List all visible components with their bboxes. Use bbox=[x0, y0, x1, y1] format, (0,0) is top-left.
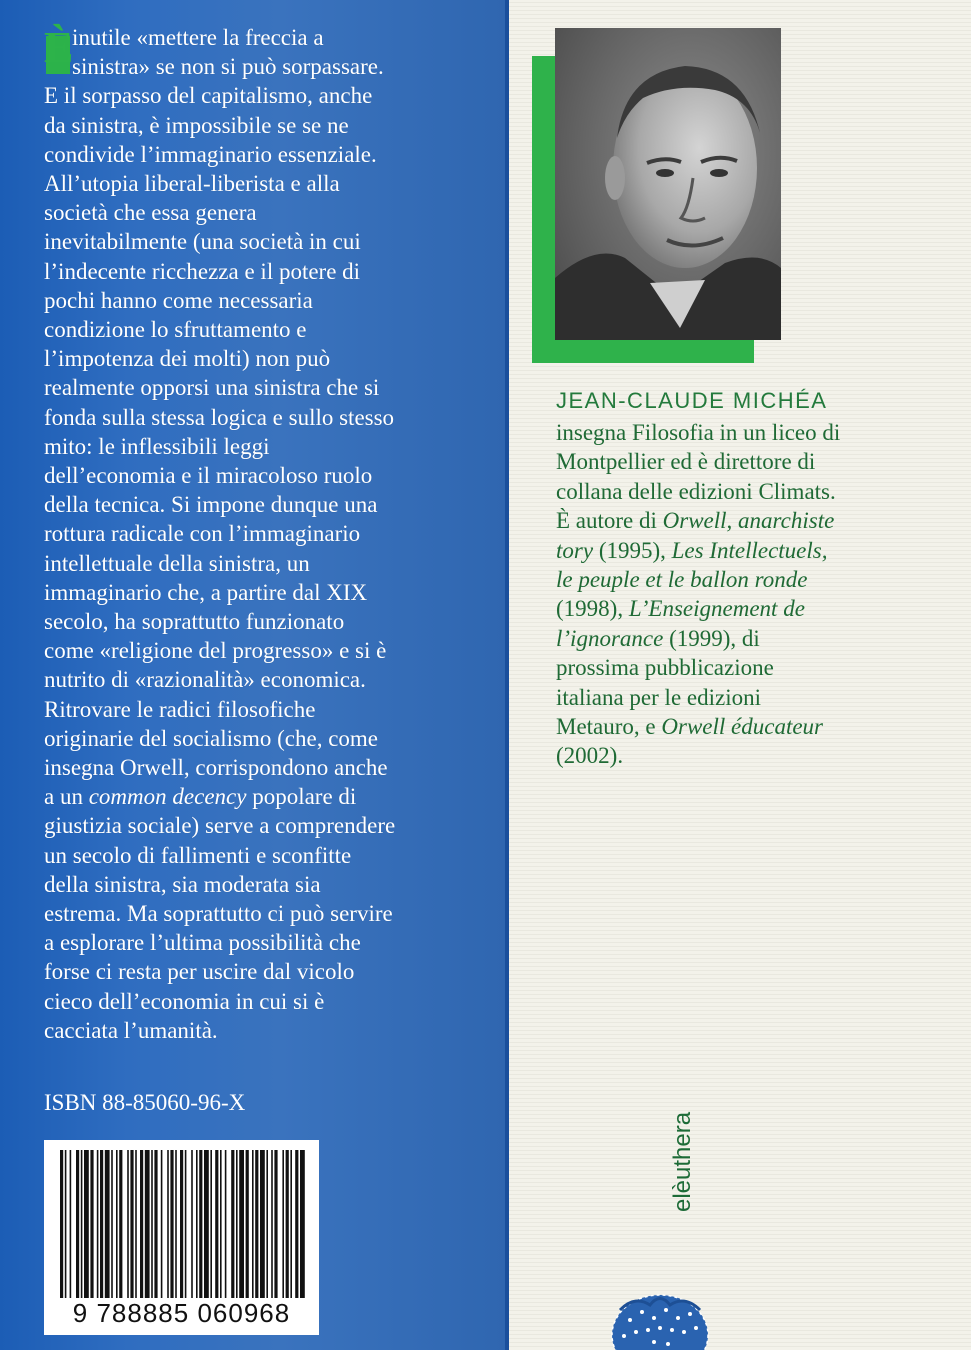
bio-line bbox=[556, 683, 761, 712]
barcode-bar bbox=[161, 1150, 163, 1298]
bio-title: le peuple et le ballon ronde bbox=[556, 567, 808, 592]
blurb-line: secolo, ha soprattutto funzionato bbox=[44, 609, 345, 634]
bio-text: collana delle edizioni Climats. bbox=[556, 478, 836, 504]
blurb-line: sinistra» se non si può sorpassare. bbox=[72, 54, 384, 80]
blurb-line: All’utopia liberal-liberista e alla bbox=[44, 171, 340, 196]
barcode-bar bbox=[140, 1150, 143, 1298]
barcode-bar bbox=[60, 1150, 63, 1298]
blurb-line: E il sorpasso del capitalismo, anche bbox=[44, 83, 373, 109]
blurb-line: l’impotenza dei molti) non può bbox=[44, 346, 331, 372]
blurb-line: originarie del socialismo (che, come bbox=[44, 725, 379, 751]
bio-line bbox=[556, 712, 823, 741]
blurb-line: a un common decency popolare di bbox=[44, 784, 357, 810]
barcode-bar bbox=[135, 1150, 137, 1298]
barcode-bar bbox=[300, 1150, 305, 1298]
bio-text: È autore di bbox=[556, 508, 663, 534]
blurb-line: insegna Orwell, corrispondono anche bbox=[44, 755, 388, 780]
bio-line bbox=[556, 624, 760, 653]
blurb-line: intellettuale della sinistra, un bbox=[44, 550, 310, 576]
bio-title: tory bbox=[556, 537, 594, 563]
bio-title: Les Intellectuels, bbox=[671, 537, 828, 563]
bio-line bbox=[556, 565, 807, 594]
blurb-line: rottura radicale con l’immaginario bbox=[44, 521, 361, 547]
barcode-bar bbox=[282, 1150, 284, 1298]
author-photo bbox=[555, 28, 781, 340]
barcode-bar bbox=[196, 1150, 198, 1298]
barcode-bar bbox=[236, 1150, 238, 1298]
barcode-bar bbox=[100, 1150, 103, 1298]
blurb-line: da sinistra, è impossibile se se ne bbox=[44, 112, 349, 138]
blurb-line: estrema. Ma soprattutto ci può servire bbox=[44, 901, 393, 926]
blurb-line: a esplorare l’ultima possibilità che bbox=[44, 930, 361, 956]
isbn: ISBN 88-85060-96-X bbox=[44, 1090, 246, 1115]
blurb-line: inevitabilmente (una società in cui bbox=[44, 229, 361, 255]
barcode-bar bbox=[185, 1150, 187, 1298]
author-name: JEAN-CLAUDE MICHÉA bbox=[556, 388, 828, 413]
blurb-line: fonda sulla stessa logica e sullo stesso bbox=[44, 404, 395, 430]
barcode-bar bbox=[70, 1150, 72, 1298]
barcode-bar bbox=[90, 1150, 93, 1298]
blurb-line: come «religione del progresso» e si è bbox=[44, 638, 387, 664]
barcode-bar bbox=[271, 1150, 273, 1298]
bio-line bbox=[556, 594, 805, 623]
barcode-bar bbox=[170, 1150, 173, 1298]
blurb-line: un secolo di fallimenti e sconfitte bbox=[44, 842, 352, 868]
bio-title: Orwell éducateur bbox=[661, 714, 823, 739]
barcode-bars bbox=[44, 1140, 319, 1298]
blurb-line: nutrito di «razionalità» economica. bbox=[44, 667, 366, 693]
bio-line bbox=[556, 536, 828, 565]
bio-text: (1995), bbox=[593, 537, 672, 563]
blurb-line: cacciata l’umanità. bbox=[44, 1017, 218, 1043]
blurb-italic: common decency bbox=[88, 784, 247, 810]
blurb-line: giustizia sociale) serve a comprendere bbox=[44, 813, 396, 839]
barcode-bar bbox=[84, 1150, 89, 1298]
bio-text: (1998), bbox=[556, 596, 629, 622]
barcode-bar bbox=[167, 1150, 169, 1298]
blurb-line: forse ci resta per uscire dal vicolo bbox=[44, 959, 355, 985]
barcode-bar bbox=[76, 1150, 79, 1298]
bio-text: Montpellier ed è direttore di bbox=[556, 449, 816, 475]
bio-title: Orwell, anarchiste bbox=[662, 508, 835, 534]
blurb-line: mito: le inflessibili leggi bbox=[44, 433, 270, 459]
barcode-bar bbox=[290, 1150, 292, 1298]
barcode-bar bbox=[286, 1150, 289, 1298]
bio-text: Metauro, e bbox=[556, 714, 662, 739]
barcode-bar bbox=[260, 1150, 265, 1298]
barcode-bar bbox=[111, 1150, 113, 1298]
bio-text: italiana per le edizioni bbox=[556, 684, 761, 710]
blurb-line: l’indecente ricchezza e il potere di bbox=[44, 258, 361, 284]
bio-line bbox=[556, 477, 836, 506]
barcode-bar bbox=[255, 1150, 258, 1298]
bio-line bbox=[556, 506, 834, 535]
barcode-bar bbox=[225, 1150, 227, 1298]
barcode-bar bbox=[105, 1150, 110, 1298]
blurb-line: della sinistra, sia moderata sia bbox=[44, 871, 321, 897]
blurb-line: Ritrovare le radici filosofiche bbox=[44, 696, 316, 722]
blurb-line: società che essa genera bbox=[44, 200, 257, 226]
barcode-bar bbox=[180, 1150, 183, 1298]
barcode-bar bbox=[145, 1150, 150, 1298]
publisher-name: elèuthera bbox=[669, 1111, 696, 1212]
barcode bbox=[44, 1140, 319, 1335]
bio-line bbox=[556, 447, 815, 476]
barcode-bar bbox=[191, 1150, 193, 1298]
barcode-bar bbox=[220, 1150, 222, 1298]
drop-cap: È bbox=[44, 23, 74, 72]
barcode-bar bbox=[130, 1150, 133, 1298]
barcode-bar bbox=[199, 1150, 202, 1298]
barcode-bar bbox=[204, 1150, 209, 1298]
blurb-line: realmente opporsi una sinistra che si bbox=[44, 375, 380, 401]
barcode-bar bbox=[154, 1150, 157, 1298]
barcode-bar bbox=[175, 1150, 177, 1298]
bio-text: prossima pubblicazione bbox=[556, 655, 774, 681]
barcode-bar bbox=[252, 1150, 254, 1298]
barcode-bar bbox=[81, 1150, 83, 1298]
barcode-bar bbox=[119, 1150, 122, 1298]
blurb-line: cieco dell’economia in cui si è bbox=[44, 988, 325, 1014]
blurb-line: dell’economia e il miracoloso ruolo bbox=[44, 463, 373, 488]
blurb-line: della tecnica. Si impone dunque una bbox=[44, 492, 378, 518]
blurb-line: pochi hanno come necessaria bbox=[44, 287, 313, 313]
bio-text: insegna Filosofia in un liceo di bbox=[556, 420, 841, 445]
bio-text: (2002). bbox=[556, 743, 624, 769]
bio-text: (1999), di bbox=[663, 625, 760, 651]
barcode-bar bbox=[127, 1150, 129, 1298]
barcode-bar bbox=[116, 1150, 118, 1298]
blurb-line: condivide l’immaginario essenziale. bbox=[44, 141, 377, 167]
bio-title: L’Enseignement de bbox=[628, 596, 805, 622]
publisher-logo-icon bbox=[610, 1290, 710, 1350]
barcode-bar bbox=[231, 1150, 234, 1298]
bio-line bbox=[556, 741, 623, 770]
bio-title: l’ignorance bbox=[556, 625, 664, 651]
barcode-bar bbox=[295, 1150, 298, 1298]
bio-line bbox=[556, 418, 840, 447]
blurb-line: condizione lo sfruttamento e bbox=[44, 317, 307, 342]
barcode-bar bbox=[246, 1150, 249, 1298]
bio-line bbox=[556, 653, 774, 682]
barcode-bar bbox=[210, 1150, 212, 1298]
blurb-line: inutile «mettere la freccia a bbox=[72, 25, 324, 50]
barcode-bar bbox=[215, 1150, 218, 1298]
blurb-line: immaginario che, a partire dal XIX bbox=[44, 579, 368, 605]
barcode-bar bbox=[266, 1150, 268, 1298]
barcode-bar bbox=[274, 1150, 277, 1298]
barcode-bar bbox=[151, 1150, 153, 1298]
barcode-bar bbox=[97, 1150, 99, 1298]
barcode-bar bbox=[65, 1150, 67, 1298]
barcode-number: 9 788885 060968 bbox=[72, 1298, 291, 1328]
barcode-bar bbox=[239, 1150, 244, 1298]
